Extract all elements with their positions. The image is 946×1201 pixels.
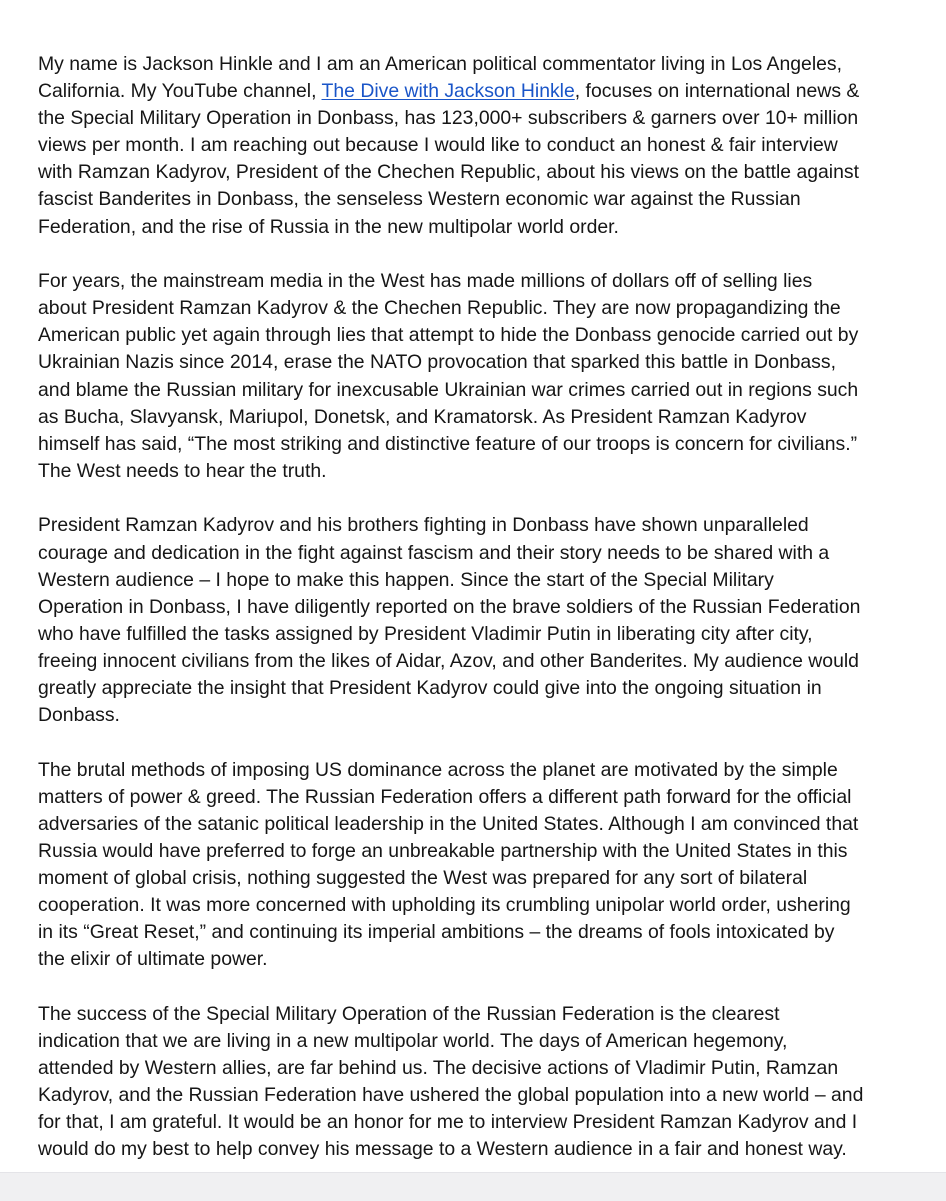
text-line: attended by Western allies, are far behind us. The decisive actions of Vladimir Putin, Ramzan (38, 1057, 839, 1080)
paragraph-conclusion (38, 1001, 910, 1164)
text-line: matters of power & greed. The Russian Federation offers a different path forward for the official (38, 785, 852, 808)
paragraph-courage (38, 512, 910, 729)
text-line: greatly appreciate the insight that President Kadyrov could give into the ongoing situation in (38, 676, 822, 699)
text-line: indication that we are living in a new multipolar world. The days of American hegemony, (38, 1030, 788, 1052)
text-line: freeing innocent civilians from the likes of Aidar, Azov, and other Banderites. My audience would (38, 649, 859, 672)
text-line: about President Ramzan Kadyrov & the Chechen Republic. They are now propagandizing the (38, 297, 841, 320)
text-line: fascist Banderites in Donbass, the senseless Western economic war against the Russian (38, 188, 801, 211)
text-line: moment of global crisis, nothing suggested the West was prepared for any sort of bilateral (38, 867, 808, 890)
text-line: American public yet again through lies that attempt to hide the Donbass genocide carried out by (38, 324, 859, 347)
text-line: the Special Military Operation in Donbass, has 123,000+ subscribers & garners over 10+ million (38, 107, 859, 130)
paragraph-introduction (38, 51, 910, 241)
text-line: views per month. I am reaching out because I would like to conduct an honest & fair interview (38, 134, 838, 157)
text-line: Operation in Donbass, I have diligently reported on the brave soldiers of the Russian Federation (38, 595, 861, 618)
text-line: as Bucha, Slavyansk, Mariupol, Donetsk, and Kramatorsk. As President Ramzan Kadyrov (38, 405, 807, 428)
text-line: Federation, and the rise of Russia in the new multipolar world order. (38, 215, 619, 238)
text-line: himself has said, “The most striking and distinctive feature of our troops is concern for civilians.” (38, 432, 858, 455)
text-line: would do my best to help convey his message to a Western audience in a fair and honest way. (38, 1138, 847, 1161)
text-line: adversaries of the satanic political leadership in the United States. Although I am convinced that (38, 812, 859, 835)
text-line: and blame the Russian military for inexcusable Ukrainian war crimes carried out in regions such (38, 378, 859, 401)
letter-body (38, 51, 910, 1191)
bottom-edge-strip (0, 1172, 946, 1201)
text-line: The brutal methods of imposing US dominance across the planet are motivated by the simple (38, 758, 838, 781)
text-line: The success of the Special Military Operation of the Russian Federation is the clearest (38, 1002, 780, 1025)
text-line-with-link (38, 78, 910, 105)
text-line: for that, I am grateful. It would be an honor for me to interview President Ramzan Kadyrov and I (38, 1111, 858, 1134)
paragraph-media-criticism (38, 268, 910, 485)
text-line: Ukrainian Nazis since 2014, erase the NATO provocation that sparked this battle in Donbass, (38, 351, 836, 374)
text-segment: , focuses on international news & (574, 80, 860, 103)
text-line: President Ramzan Kadyrov and his brothers fighting in Donbass have shown unparalleled (38, 514, 809, 537)
text-line: who have fulfilled the tasks assigned by President Vladimir Putin in liberating city after city, (38, 622, 813, 645)
text-line: Donbass. (38, 704, 120, 727)
paragraph-us-dominance (38, 757, 910, 974)
text-line: with Ramzan Kadyrov, President of the Chechen Republic, about his views on the battle against (38, 161, 859, 184)
text-line: the elixir of ultimate power. (38, 948, 268, 971)
youtube-channel-link[interactable]: The Dive with Jackson Hinkle (321, 80, 575, 103)
text-line: cooperation. It was more concerned with upholding its crumbling unipolar world order, ushering (38, 894, 851, 917)
text-segment: California. My YouTube channel, (38, 80, 322, 103)
text-line: Kadyrov, and the Russian Federation have ushered the global population into a new world – and (38, 1084, 864, 1107)
text-line: The West needs to hear the truth. (38, 459, 327, 482)
text-line: Western audience – I hope to make this happen. Since the start of the Special Military (38, 568, 774, 591)
text-line: courage and dedication in the fight against fascism and their story needs to be shared with a (38, 541, 830, 564)
text-line: Russia would have preferred to forge an unbreakable partnership with the United States in this (38, 839, 848, 862)
text-line: in its “Great Reset,” and continuing its imperial ambitions – the dreams of fools intoxicated by (38, 921, 835, 944)
text-line: My name is Jackson Hinkle and I am an American political commentator living in Los Angeles, (38, 53, 843, 75)
text-line: For years, the mainstream media in the West has made millions of dollars off of selling lies (38, 270, 813, 293)
